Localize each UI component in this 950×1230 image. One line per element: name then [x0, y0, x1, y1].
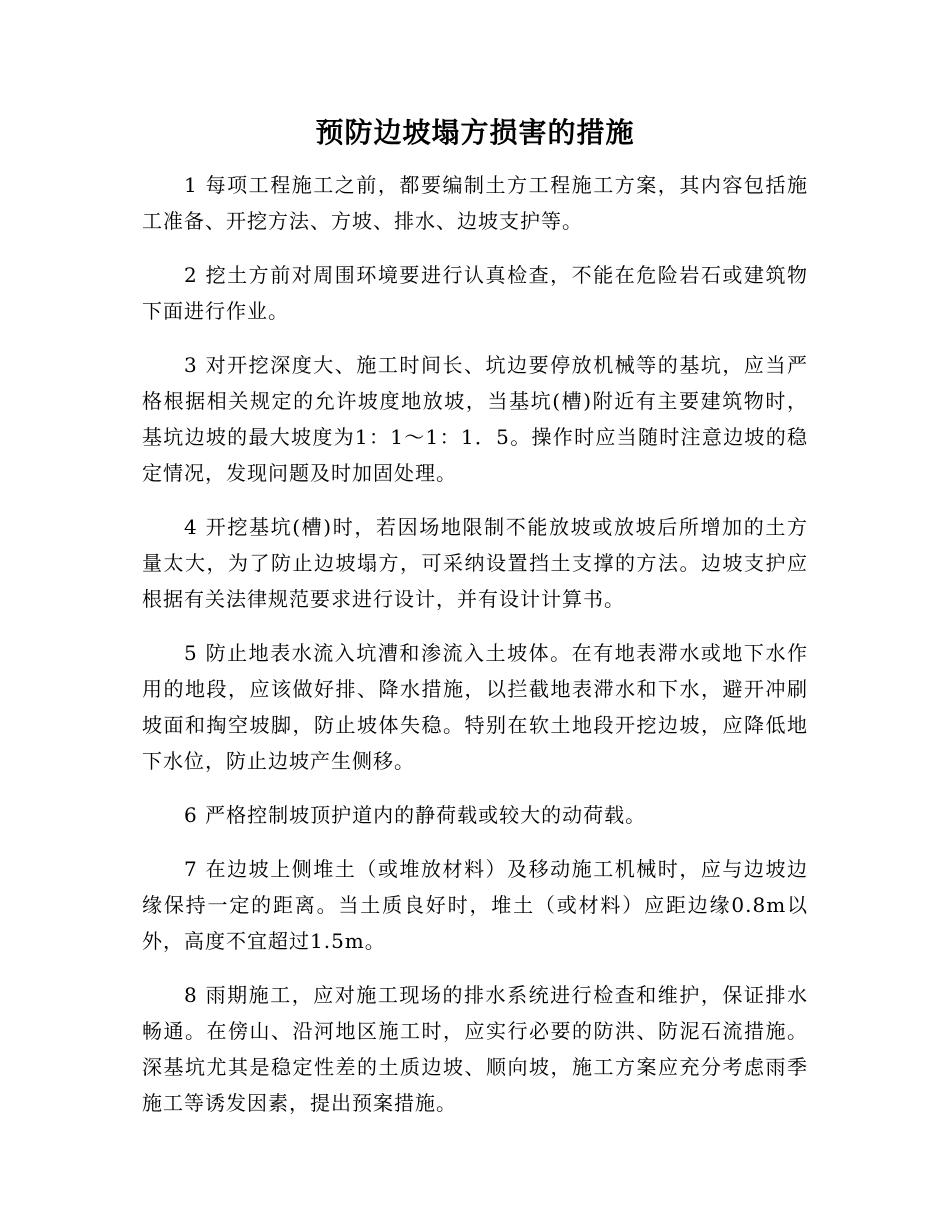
- paragraph-1: 1 每项工程施工之前，都要编制土方工程施工方案，其内容包括施工准备、开挖方法、方坡、排水、边坡支护等。: [142, 173, 808, 233]
- paragraph-6: 6 严格控制坡顶护道内的静荷载或较大的动荷载。: [184, 803, 647, 827]
- paragraph-4: 4 开挖基坑(槽)时，若因场地限制不能放坡或放坡后所增加的土方量太大，为了防止边坡塌方，可采纳设置挡土支撑的方法。边坡支护应根据有关法律规范要求进行设计，并有设计计算书。: [142, 515, 808, 611]
- paragraph-3: 3 对开挖深度大、施工时间长、坑边要停放机械等的基坑，应当严格根据相关规定的允许坡度地放坡，当基坑(槽)附近有主要建筑物时，基坑边坡的最大坡度为1：1～1：1．5。操作时应当随时注意边坡的稳定情况，发现问题及时加固处理。: [142, 353, 808, 485]
- document-title: 预防边坡塌方损害的措施: [315, 116, 635, 149]
- paragraph-2: 2 挖土方前对周围环境要进行认真检查，不能在危险岩石或建筑物下面进行作业。: [142, 263, 808, 323]
- paragraph-7: 7 在边坡上侧堆土（或堆放材料）及移动施工机械时，应与边坡边缘保持一定的距离。当土质良好时，堆土（或材料）应距边缘0.8m以外，高度不宜超过1.5m。: [142, 857, 808, 953]
- paragraph-5: 5 防止地表水流入坑漕和渗流入土坡体。在有地表滞水或地下水作用的地段，应该做好排、降水措施，以拦截地表滞水和下水，避开冲刷坡面和掏空坡脚，防止坡体失稳。特别在软土地段开挖边坡，应降低地下水位，防止边坡产生侧移。: [142, 641, 808, 773]
- paragraph-8: 8 雨期施工，应对施工现场的排水系统进行检查和维护，保证排水畅通。在傍山、沿河地区施工时，应实行必要的防洪、防泥石流措施。深基坑尤其是稳定性差的土质边坡、顺向坡，施工方案应充分考虑雨季施工等诱发因素，提出预案措施。: [142, 983, 808, 1115]
- document-body: [142, 167, 808, 1139]
